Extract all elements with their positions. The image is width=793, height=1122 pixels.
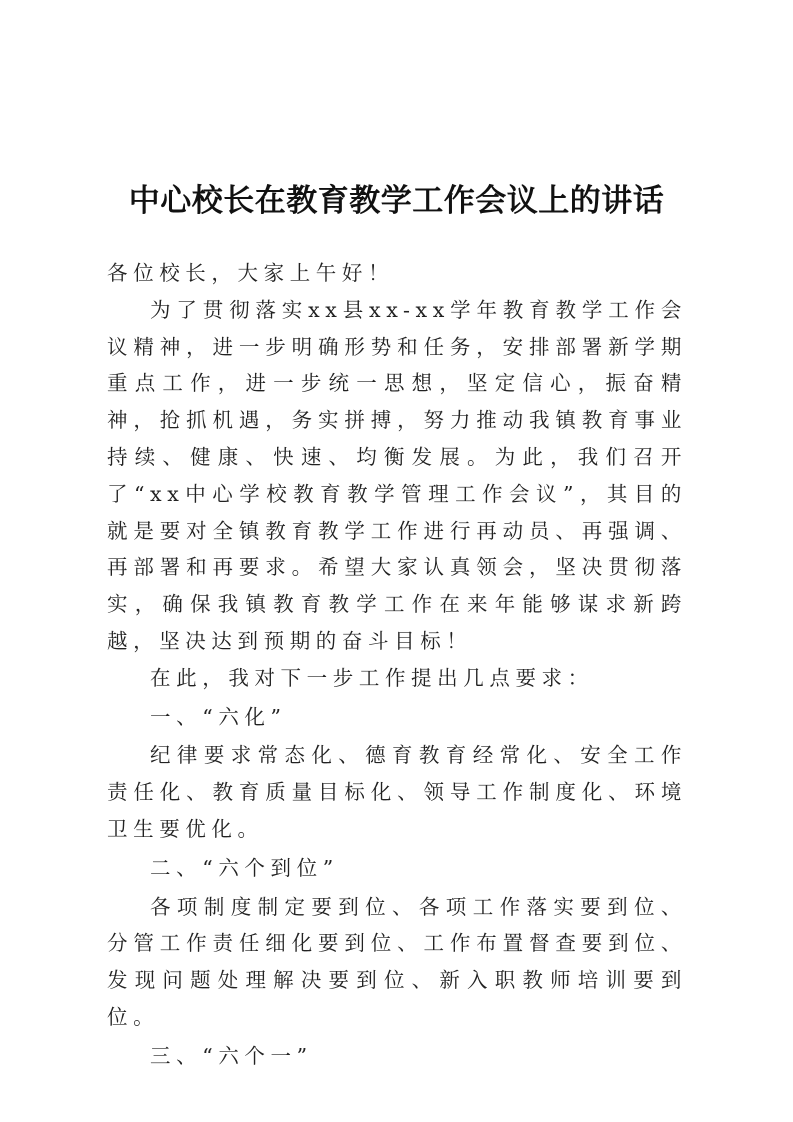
document-title: 中心校长在教育教学工作会议上的讲话 bbox=[128, 182, 665, 219]
section-heading-1: 一、“六化” bbox=[150, 704, 287, 729]
document-body bbox=[107, 255, 687, 1077]
section-content-1: 纪律要求常态化、德育教育经常化、安全工作责任化、教育质量目标化、领导工作制度化、环境卫生要优化。 bbox=[107, 743, 687, 841]
requirements-intro: 在此，我对下一步工作提出几点要求： bbox=[150, 665, 594, 690]
intro-paragraph: 为了贯彻落实xx县xx-xx学年教育教学工作会议精神，进一步明确形势和任务，安排部署新学期重点工作，进一步统一思想，坚定信心，振奋精神，抢抓机遇，务实拼搏，努力推动我镇教育事业持续、健康、快速、均衡发展。为此，我们召开了“xx中心学校教育教学管理工作会议”，其目的就是要对全镇教育教学工作进行再动员、再强调、再部署和再要求。希望大家认真领会，坚决贯彻落实，确保我镇教育教学工作在来年能够谋求新跨越，坚决达到预期的奋斗目标！ bbox=[107, 297, 687, 653]
section-content-2: 各项制度制定要到位、各项工作落实要到位、分管工作责任细化要到位、工作布置督查要到位、发现问题处理解决要到位、新入职教师培训要到位。 bbox=[107, 894, 687, 1029]
section-heading-2: 二、“六个到位” bbox=[150, 855, 339, 880]
section-heading-3: 三、“六个一” bbox=[150, 1043, 313, 1068]
salutation: 各位校长，大家上午好！ bbox=[107, 261, 395, 285]
